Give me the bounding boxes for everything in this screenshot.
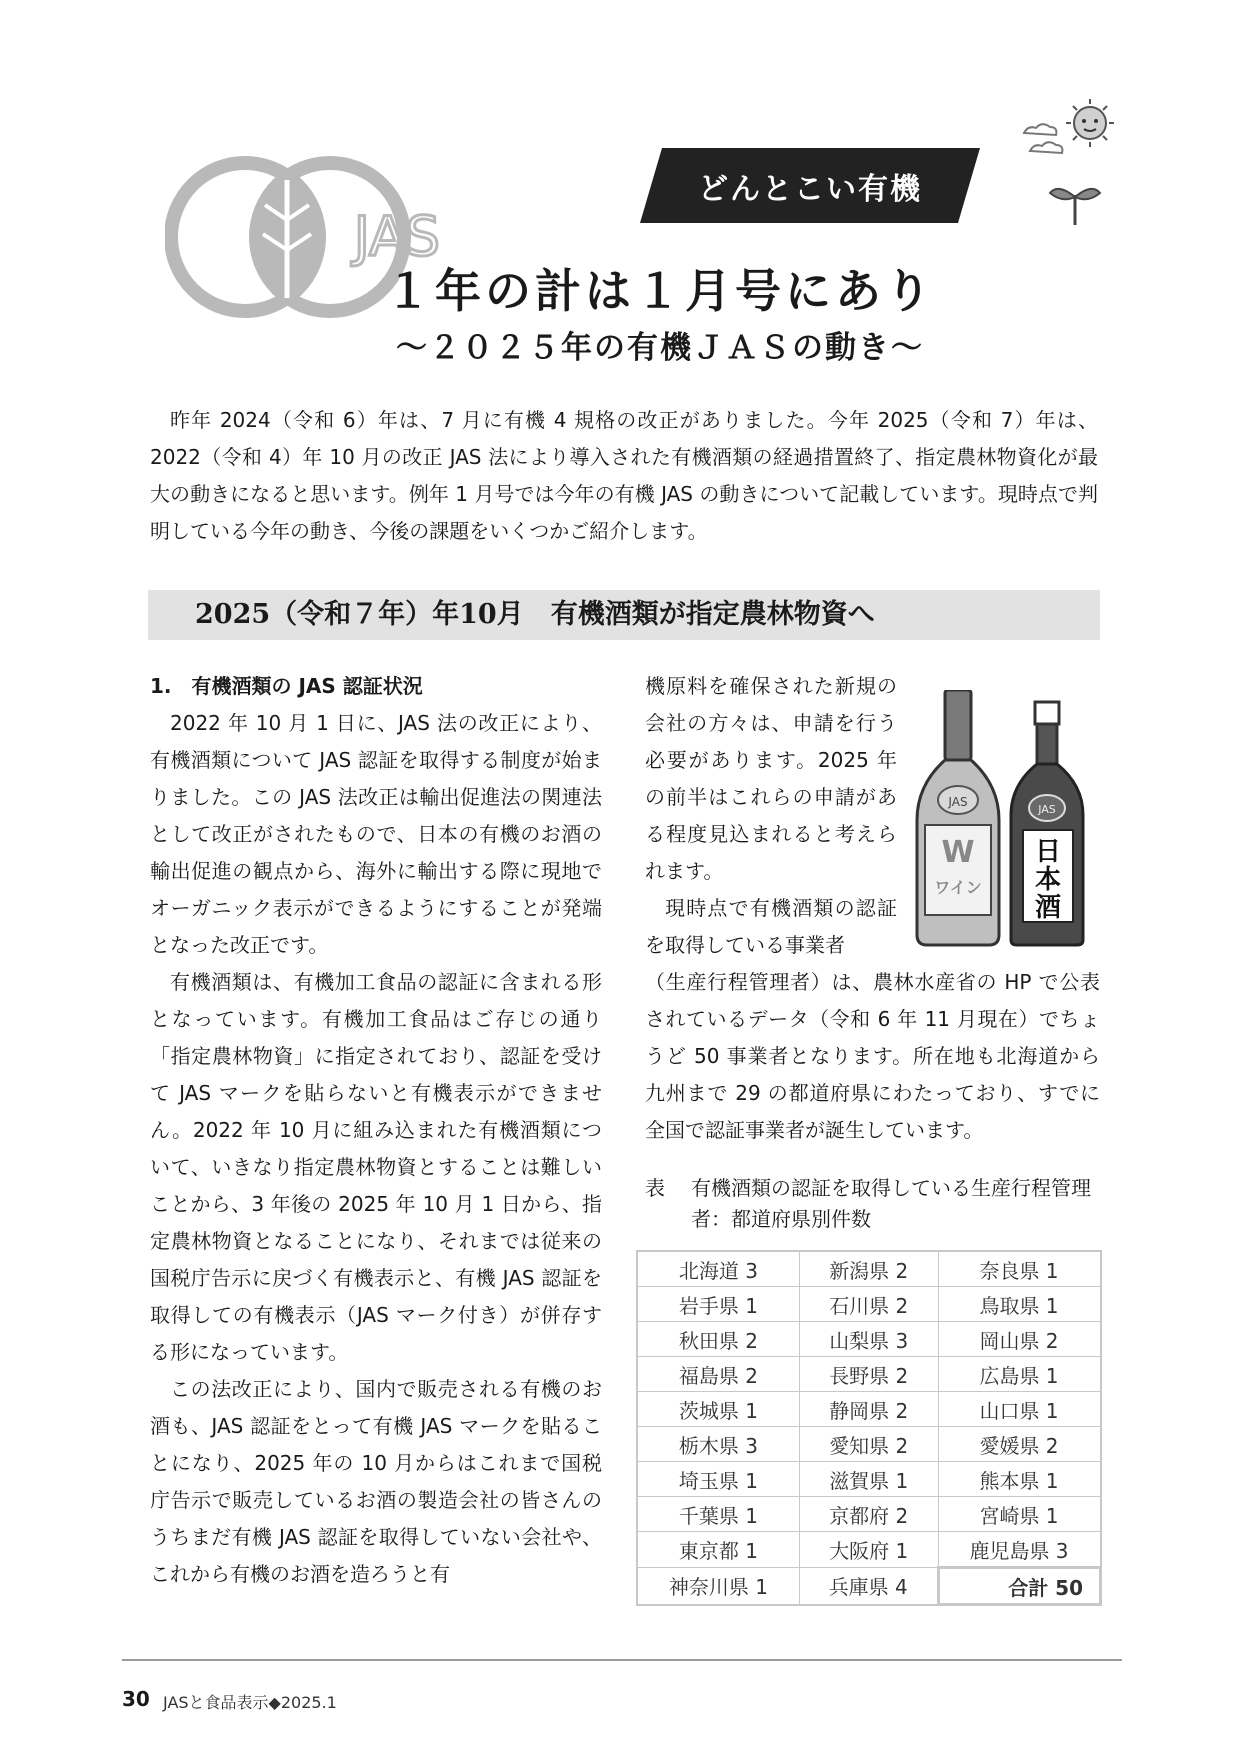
table-cell: 秋田県 2 [637, 1322, 799, 1357]
table-row [637, 1392, 1101, 1427]
wine-bottle [917, 690, 999, 945]
sake-wine-bottles-illustration [915, 690, 1105, 950]
table-cell: 栃木県 3 [637, 1427, 799, 1462]
table-cell: 鹿児島県 3 [938, 1532, 1100, 1568]
table-cell: 岡山県 2 [938, 1322, 1100, 1357]
table-cell: 千葉県 1 [637, 1497, 799, 1532]
table-cell: 熊本県 1 [938, 1462, 1100, 1497]
table-cell: 奈良県 1 [938, 1251, 1100, 1287]
table-row [637, 1568, 1101, 1605]
table-cell: 福島県 2 [637, 1357, 799, 1392]
right-column-top [645, 668, 897, 964]
right-paragraph-2-start: 現時点で有機酒類の認証を取得している事業者 [645, 896, 897, 957]
table-row [637, 1357, 1101, 1392]
table-cell: 宮崎県 1 [938, 1497, 1100, 1532]
prefecture-count-table [636, 1250, 1102, 1606]
right-paragraph-1: 機原料を確保された新規の会社の方々は、申請を行う必要があります。2025 年の前半はこれらの申請がある程度見込まれると考えられます。 [645, 674, 897, 883]
table-cell: 山口県 1 [938, 1392, 1100, 1427]
table-row [637, 1287, 1101, 1322]
subsection-heading: 1. 有機酒類の JAS 認証状況 [150, 674, 423, 698]
left-paragraph-3: この法改正により、国内で販売される有機のお酒も、JAS 認証をとって有機 JAS マークを貼ることになり、2025 年の 10 月からはこれまで国税庁告示で販売しているお酒の製造会社の皆さんのうちまだ有機 JAS 認証を取得していない会社や、これから有機のお酒を造ろうと有 [150, 1377, 602, 1586]
table-cell: 愛媛県 2 [938, 1427, 1100, 1462]
table-caption-label: 表 [645, 1176, 665, 1200]
table-cell: 新潟県 2 [799, 1251, 938, 1287]
table-row [637, 1251, 1101, 1287]
table-cell: 広島県 1 [938, 1357, 1100, 1392]
wine-mark: W [941, 835, 975, 870]
table-total-cell: 合計 50 [938, 1568, 1100, 1605]
left-paragraph-2: 有機酒類は、有機加工食品の認証に含まれる形となっています。有機加工食品はご存じの通り「指定農林物資」に指定されており、認証を受けて JAS マークを貼らないと有機表示ができません。2022 年 10 月に組み込まれた有機酒類について、いきなり指定農林物資とすることは難しいことから、3 年後の 2025 年 10 月 1 日から、指定農林物資となることになり、それまでは従来の国税庁告示に戻づく有機表示と、有機 JAS 認証を取得しての有機表示（JAS マーク付き）が併存する形になっています。 [150, 970, 602, 1364]
table-caption-text: 有機酒類の認証を取得している生産行程管理者：都道府県別件数 [691, 1176, 1091, 1231]
table-cell: 岩手県 1 [637, 1287, 799, 1322]
table-row [637, 1427, 1101, 1462]
sake-jas-mark: JAS [1038, 803, 1056, 816]
left-column [150, 668, 602, 1593]
table-row [637, 1322, 1101, 1357]
page-number: 30 [122, 1687, 150, 1711]
logo-text: JAS [353, 205, 441, 268]
intro-paragraph: 昨年 2024（令和 6）年は、7 月に有機 4 規格の改正がありました。今年 2025（令和 7）年は、2022（令和 4）年 10 月の改正 JAS 法により導入された有機酒類の経過措置終了、指定農林物資化が最大の動きになると思います。例年 1 月号では今年の有機 JAS の動きについて記載しています。現時点で判明している今年の動き、今後の課題をいくつかご紹介します。 [150, 408, 1098, 543]
column-label: どんとこい有機 [698, 171, 922, 207]
left-paragraph-1: 2022 年 10 月 1 日に、JAS 法の改正により、有機酒類について JAS 認証を取得する制度が始まりました。この JAS 法改正は輸出促進法の関連法として改正がされたもので、日本の有機のお酒の輸出促進の観点から、海外に輸出する際に現地でオーガニック表示ができるようにすることが発端となった改正です。 [150, 711, 602, 957]
table-cell: 大阪府 1 [799, 1532, 938, 1568]
table-cell: 鳥取県 1 [938, 1287, 1100, 1322]
table-row [637, 1462, 1101, 1497]
table-cell: 山梨県 3 [799, 1322, 938, 1357]
table-cell: 京都府 2 [799, 1497, 938, 1532]
publication-name: JASと食品表示◆2025.1 [163, 1693, 337, 1712]
table-cell: 石川県 2 [799, 1287, 938, 1322]
page-title: １年の計は１月号にあり [385, 264, 935, 318]
wine-jas-mark: JAS [948, 795, 968, 809]
table-row [637, 1532, 1101, 1568]
table-cell: 兵庫県 4 [799, 1568, 938, 1605]
section-title: 2025（令和７年）年10月 有機酒類が指定農林物資へ [195, 599, 875, 630]
table-cell: 茨城県 1 [637, 1392, 799, 1427]
table-row [637, 1497, 1101, 1532]
sake-label: 日本酒 [1034, 837, 1062, 923]
table-cell: 東京都 1 [637, 1532, 799, 1568]
sake-bottle [1011, 702, 1083, 945]
sun-and-sprout-icon [1020, 95, 1130, 230]
table-cell: 静岡県 2 [799, 1392, 938, 1427]
page-subtitle: ～２０２５年の有機ＪＡＳの動き～ [396, 330, 924, 366]
table-cell: 長野県 2 [799, 1357, 938, 1392]
table-cell: 神奈川県 1 [637, 1568, 799, 1605]
table-cell: 愛知県 2 [799, 1427, 938, 1462]
table-cell: 埼玉県 1 [637, 1462, 799, 1497]
table-cell: 滋賀県 1 [799, 1462, 938, 1497]
footer-divider [122, 1659, 1122, 1661]
table-cell: 北海道 3 [637, 1251, 799, 1287]
wine-label: ワイン [934, 878, 982, 897]
right-paragraph-2-end: （生産行程管理者）は、農林水産省の HP で公表されているデータ（令和 6 年 11 月現在）でちょうど 50 事業者となります。所在地も北海道から九州まで 29 の都道府県にわたっており、すでに全国で認証事業者が誕生しています。 [645, 970, 1100, 1142]
